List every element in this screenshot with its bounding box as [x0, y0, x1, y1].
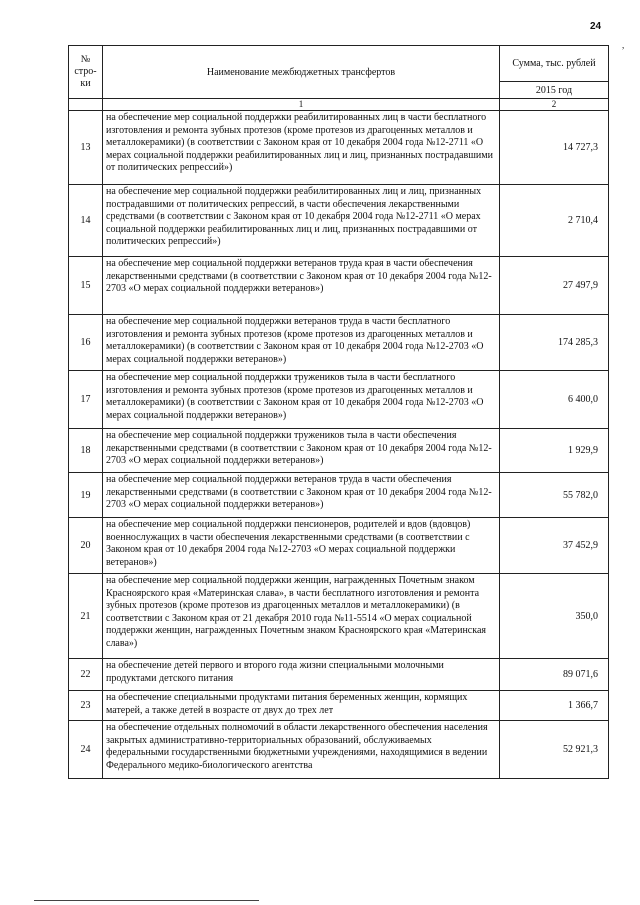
- transfers-table: [68, 45, 609, 779]
- row-number: 17: [69, 371, 103, 429]
- transfer-name: на обеспечение мер социальной поддержки ветеранов труда в части бесплатного изготовления и ремонта зубных протезов (кроме протезов из драгоценных металлов и металлокерамики) (в соответствии с Законом края от 10 декабря 2004 года №12-2703 «О мерах социальной поддержки ветеранов»): [103, 315, 500, 371]
- transfer-name: на обеспечение мер социальной поддержки реабилитированных лиц и лиц, признанных пострадавшими от политических репрессий, в части обеспечения лекарственными средствами (в соответствии с Законом края от 10 декабря 2004 года №12-2711 «О мерах социальной поддержки реабилитированных лиц и лиц, признанных пострадавшими от политических репрессий»): [103, 185, 500, 257]
- transfer-name: на обеспечение мер социальной поддержки тружеников тыла в части бесплатного изготовления и ремонта зубных протезов (кроме протезов из драгоценных металлов и металлокерамики) (в соответствии с Законом края от 10 декабря 2004 года №12-2703 «О мерах социальной поддержки ветеранов»): [103, 371, 500, 429]
- transfer-sum: 14 727,3: [500, 111, 609, 185]
- transfer-name: на обеспечение мер социальной поддержки пенсионеров, родителей и вдов (вдовцов) военнослужащих в части обеспечения лекарственными средствами (в соответствии с Законом края от 10 декабря 2004 года №12-2703 «О мерах социальной поддержки ветеранов»): [103, 518, 500, 574]
- transfer-sum: 174 285,3: [500, 315, 609, 371]
- transfer-name: на обеспечение детей первого и второго года жизни специальными молочными продуктами детского питания: [103, 659, 500, 691]
- transfer-name: на обеспечение мер социальной поддержки тружеников тыла в части обеспечения лекарственными средствами (в соответствии с Законом края от 10 декабря 2004 года №12-2703 «О мерах социальной поддержки ветеранов»): [103, 429, 500, 473]
- transfer-sum: 1 929,9: [500, 429, 609, 473]
- table-row: [69, 473, 609, 518]
- row-number: 22: [69, 659, 103, 691]
- table-row: [69, 371, 609, 429]
- table-row: [69, 691, 609, 721]
- index-cell-empty: [69, 99, 103, 111]
- footnote-divider: [34, 900, 259, 901]
- transfer-sum: 89 071,6: [500, 659, 609, 691]
- transfer-sum: 55 782,0: [500, 473, 609, 518]
- row-number: 14: [69, 185, 103, 257]
- table-row: [69, 111, 609, 185]
- table-row: [69, 257, 609, 315]
- row-number: 13: [69, 111, 103, 185]
- transfer-sum: 2 710,4: [500, 185, 609, 257]
- transfer-sum: 52 921,3: [500, 721, 609, 779]
- transfer-sum: 27 497,9: [500, 257, 609, 315]
- row-number: 16: [69, 315, 103, 371]
- row-number: 15: [69, 257, 103, 315]
- table-row: [69, 518, 609, 574]
- header-sum: Сумма, тыс. рублей: [500, 46, 609, 82]
- table-row: [69, 185, 609, 257]
- transfer-name: на обеспечение специальными продуктами питания беременных женщин, кормящих матерей, а также детей в возрасте от двух до трех лет: [103, 691, 500, 721]
- table-row: [69, 429, 609, 473]
- table-row: [69, 721, 609, 779]
- table-row: [69, 315, 609, 371]
- transfer-name: на обеспечение отдельных полномочий в области лекарственного обеспечения населения закрытых административно-территориальных образований, обслуживаемых федеральными государственными бюджетными учреждениями, находящимися в ведении Федерального медико-биологического агентства: [103, 721, 500, 779]
- transfer-name: на обеспечение мер социальной поддержки ветеранов труда в части обеспечения лекарственными средствами (в соответствии с Законом края от 10 декабря 2004 года №12-2703 «О мерах социальной поддержки ветеранов»): [103, 473, 500, 518]
- row-number: 19: [69, 473, 103, 518]
- header-row-number: № стро-ки: [69, 46, 103, 99]
- transfer-sum: 6 400,0: [500, 371, 609, 429]
- margin-mark: ,: [622, 40, 625, 50]
- table-row: [69, 659, 609, 691]
- transfer-name: на обеспечение мер социальной поддержки женщин, награжденных Почетным знаком Красноярского края «Материнская слава», в части бесплатного изготовления и ремонта зубных протезов (кроме протезов из драгоценных металлов и металлокерамики) (в соответствии с Законом края от 21 декабря 2010 года №11-5514 «О мерах социальной поддержки женщин, награжденных Почетным знаком Красноярского края «Материнская слава»): [103, 574, 500, 659]
- transfer-sum: 350,0: [500, 574, 609, 659]
- page-number: 24: [590, 21, 602, 32]
- header-transfer-name: Наименование межбюджетных трансфертов: [103, 46, 500, 99]
- index-cell-sum: 2: [500, 99, 609, 111]
- row-number: 18: [69, 429, 103, 473]
- row-number: 20: [69, 518, 103, 574]
- transfer-sum: 1 366,7: [500, 691, 609, 721]
- row-number: 24: [69, 721, 103, 779]
- transfer-name: на обеспечение мер социальной поддержки ветеранов труда края в части обеспечения лекарственными средствами (в соответствии с Законом края от 10 декабря 2004 года №12-2703 «О мерах социальной поддержки ветеранов»): [103, 257, 500, 315]
- transfer-name: на обеспечение мер социальной поддержки реабилитированных лиц в части бесплатного изготовления и ремонта зубных протезов (кроме протезов из драгоценных металлов и металлокерамики) (в соответствии с Законом края от 10 декабря 2004 года №12-2711 «О мерах социальной поддержки реабилитированных лиц и лиц, признанных пострадавшими от политических репрессий»): [103, 111, 500, 185]
- row-number: 23: [69, 691, 103, 721]
- header-year: 2015 год: [500, 82, 609, 99]
- transfer-sum: 37 452,9: [500, 518, 609, 574]
- index-cell-name: 1: [103, 99, 500, 111]
- table-row: [69, 574, 609, 659]
- row-number: 21: [69, 574, 103, 659]
